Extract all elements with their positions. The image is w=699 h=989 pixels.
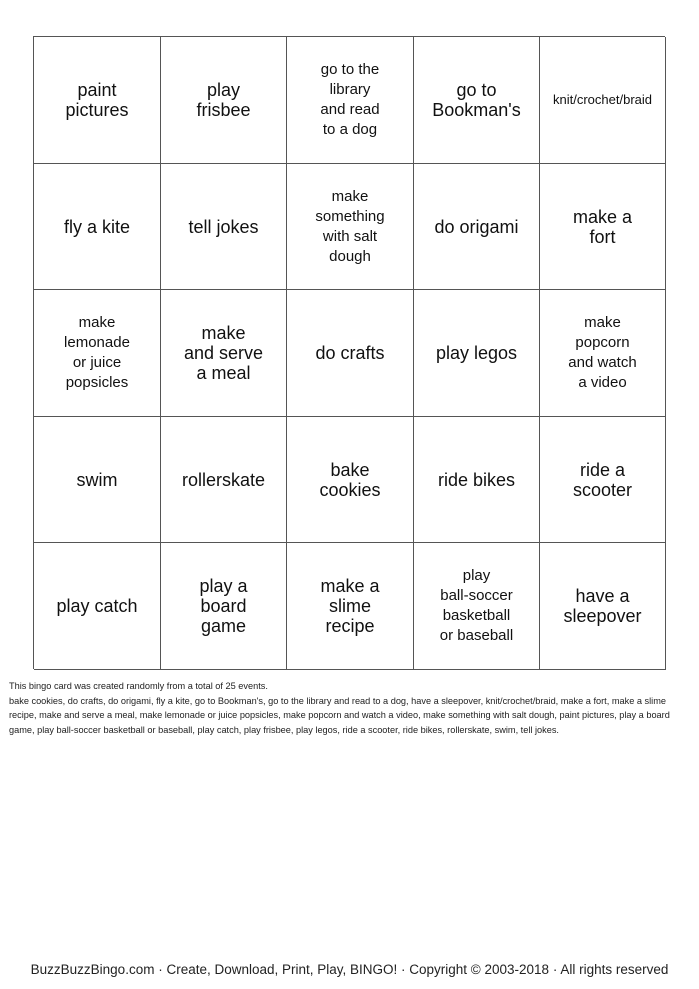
bingo-cell <box>161 543 287 670</box>
bingo-cell-line: scooter <box>572 479 633 500</box>
bingo-cell <box>287 164 414 290</box>
bingo-cell-line: play <box>206 80 241 100</box>
bingo-cell <box>34 290 161 417</box>
bingo-cell-line: make <box>201 323 246 343</box>
bingo-cell <box>34 417 161 543</box>
bingo-cell-line: a video <box>578 374 627 391</box>
bingo-cell-line: knit/crochet/braid <box>553 92 652 107</box>
bingo-cell-line: make a <box>320 576 380 596</box>
bingo-cell-line: game <box>200 616 247 636</box>
bingo-cell <box>540 290 666 417</box>
bingo-cell <box>414 164 540 290</box>
bingo-cell-line: fort <box>589 226 616 247</box>
bingo-cell-line: go to <box>456 80 497 100</box>
bingo-cell-line: Bookman's <box>432 100 521 120</box>
bingo-cell-line: play legos <box>435 343 518 363</box>
bingo-cell-line: have a <box>575 586 630 606</box>
bingo-cell-line: make a <box>572 206 633 227</box>
bingo-cell-line: with salt <box>322 227 378 245</box>
bingo-cell <box>161 164 287 290</box>
bingo-cell-line: recipe <box>325 616 375 636</box>
bingo-cell <box>414 290 540 417</box>
bingo-cell-line: something <box>315 207 385 225</box>
bingo-cell-line: play catch <box>56 596 138 616</box>
bingo-cell-line: frisbee <box>196 100 251 120</box>
bingo-cell-line: pictures <box>65 100 129 120</box>
bingo-cell-line: do crafts <box>315 343 385 363</box>
bingo-cell <box>34 164 161 290</box>
bingo-cell <box>287 417 414 543</box>
bingo-cell <box>161 290 287 417</box>
bingo-cell-line: do origami <box>434 216 519 237</box>
bingo-cell-line: or baseball <box>439 627 514 644</box>
bingo-cell-line: library <box>329 81 371 98</box>
bingo-cell-line: play a <box>199 576 248 596</box>
bingo-cell <box>161 417 287 543</box>
bingo-cell-line: paint <box>77 80 117 100</box>
bingo-card-grid <box>33 36 665 669</box>
bingo-cell-line: lemonade <box>64 334 130 351</box>
bingo-cell-line: tell jokes <box>188 216 259 237</box>
card-info-events: bake cookies, do crafts, do origami, fly a kite, go to Bookman's, go to the library and read to a dog, have a sleepover, knit/crochet/braid, make a fort, make a slime recipe, make and serve a meal, make lemonade or juice popsicles, make popcorn and watch a video, make something with salt dough, paint pictures, play a board game, play ball-soccer basketball or baseball, play catch, play frisbee, play legos, ride a scooter, ride bikes, rollerskate, swim, tell jokes. <box>9 695 670 735</box>
bingo-cell-line: cookies <box>319 479 381 500</box>
bingo-cell-line: to a dog <box>322 121 378 138</box>
bingo-cell-line: ball-soccer <box>440 587 513 604</box>
bingo-cell-line: a meal <box>196 363 251 383</box>
bingo-cell-line: basketball <box>442 607 511 624</box>
bingo-cell-line: board <box>200 596 247 616</box>
bingo-cell-line: and read <box>320 101 380 118</box>
bingo-cell <box>34 37 161 164</box>
card-info-intro: This bingo card was created randomly from a total of 25 events. <box>9 681 268 691</box>
bingo-cell-line: popcorn <box>575 334 630 351</box>
bingo-cell-line: rollerskate <box>181 469 266 490</box>
bingo-cell-line: popsicles <box>65 374 129 391</box>
bingo-cell <box>414 37 540 164</box>
bingo-cell-line: slime <box>328 596 371 616</box>
bingo-cell-line: swim <box>76 469 118 490</box>
bingo-cell <box>540 417 666 543</box>
bingo-cell <box>287 543 414 670</box>
bingo-cell-line: and watch <box>568 354 637 371</box>
bingo-cell <box>540 37 666 164</box>
bingo-cell-line: dough <box>329 247 371 265</box>
bingo-cell <box>287 290 414 417</box>
bingo-cell-line: or juice <box>72 354 122 371</box>
bingo-cell <box>34 543 161 670</box>
footer-copyright: BuzzBuzzBingo.com · Create, Download, Print, Play, BINGO! · Copyright © 2003-2018 · All rights reserved <box>30 962 669 977</box>
bingo-cell-line: go to the <box>320 61 380 78</box>
bingo-cell <box>540 543 666 670</box>
bingo-cell <box>414 417 540 543</box>
bingo-cell-line: make <box>78 314 116 331</box>
bingo-cell <box>414 543 540 670</box>
bingo-cell <box>287 37 414 164</box>
bingo-cell-line: sleepover <box>563 606 642 626</box>
card-info <box>9 679 689 737</box>
bingo-cell-line: bake <box>330 459 370 480</box>
bingo-cell <box>540 164 666 290</box>
bingo-cell-line: play <box>462 567 491 584</box>
bingo-cell-line: ride bikes <box>437 469 516 490</box>
bingo-cell <box>161 37 287 164</box>
bingo-cell-line: ride a <box>579 459 626 480</box>
bingo-cell-line: make <box>331 187 369 205</box>
bingo-cell-line: fly a kite <box>63 216 131 237</box>
bingo-cell-line: and serve <box>183 343 264 363</box>
bingo-cell-line: make <box>584 314 621 331</box>
